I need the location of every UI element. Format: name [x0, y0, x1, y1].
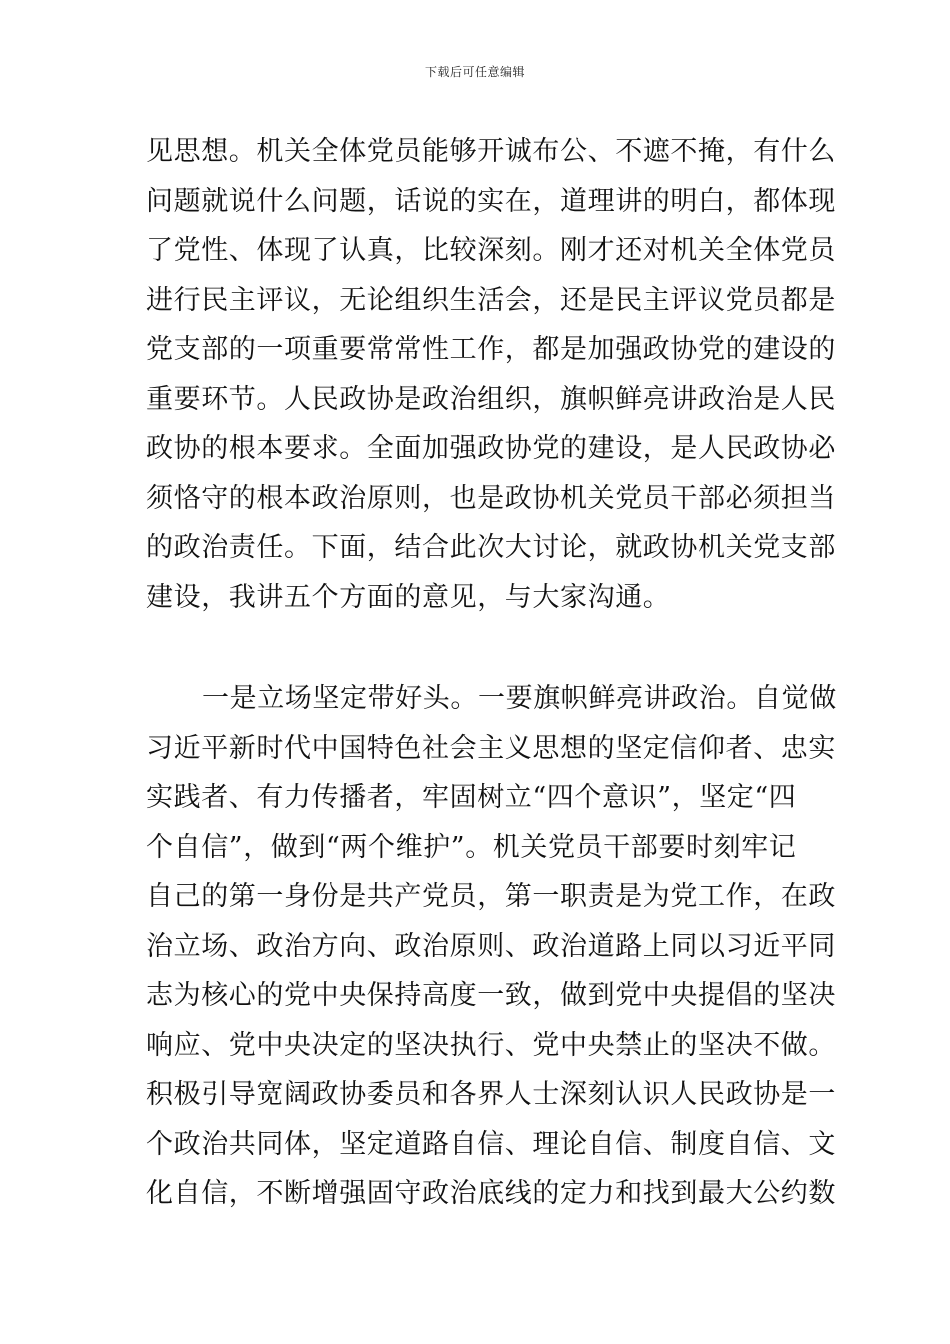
text-line: 积极引导宽阔政协委员和各界人士深刻认识人民政协是一	[146, 1079, 836, 1110]
text-line: 了党性、体现了认真，比较深刻。刚才还对机关全体党员	[146, 235, 836, 266]
text-line: 的政治责任。下面，结合此次大讨论，就政协机关党支部	[146, 532, 836, 563]
text-line: 问题就说什么问题，话说的实在，道理讲的明白，都体现	[146, 185, 836, 217]
text-line: 党支部的一项重要常常性工作，都是加强政协党的建设的	[146, 334, 836, 365]
text-line: 进行民主评议，无论组织生活会，还是民主评议党员都是	[146, 284, 836, 316]
paragraph-2	[146, 674, 837, 1219]
text-line: 个政治共同体，坚定道路自信、理论自信、制度自信、文	[146, 1128, 836, 1160]
text-line: 个自信”，做到“两个维护”。机关党员干部要时刻牢记	[146, 831, 797, 863]
paragraph-1	[146, 127, 836, 622]
page-header: 下载后可任意编辑	[424, 65, 525, 79]
text-line: 化自信，不断增强固守政治底线的定力和找到最大公约数	[146, 1178, 836, 1209]
text-line: 建设，我讲五个方面的意见，与大家沟通。	[146, 581, 671, 613]
text-line: 自己的第一身份是共产党员，第一职责是为党工作，在政	[146, 881, 836, 912]
text-line: 政协的根本要求。全面加强政协党的建设，是人民政协必	[146, 433, 836, 464]
text-line: 志为核心的党中央保持高度一致，做到党中央提倡的坚决	[146, 980, 836, 1011]
text-line: 治立场、政治方向、政治原则、政治道路上同以习近平同	[146, 930, 836, 962]
text-line: 须恪守的根本政治原则，也是政协机关党员干部必须担当	[146, 482, 836, 514]
text-line: 实践者、有力传播者，牢固树立“四个意识”，坚定“四	[146, 782, 797, 813]
text-line-indented: 一是立场坚定带好头。一要旗帜鲜亮讲政治。自觉做	[202, 683, 837, 714]
text-line: 响应、党中央决定的坚决执行、党中央禁止的坚决不做。	[146, 1029, 836, 1061]
text-line: 见思想。机关全体党员能够开诚布公、不遮不掩，有什么	[146, 136, 836, 167]
text-line: 重要环节。人民政协是政治组织，旗帜鲜亮讲政治是人民	[146, 383, 836, 415]
text-line: 习近平新时代中国特色社会主义思想的坚定信仰者、忠实	[146, 732, 836, 764]
